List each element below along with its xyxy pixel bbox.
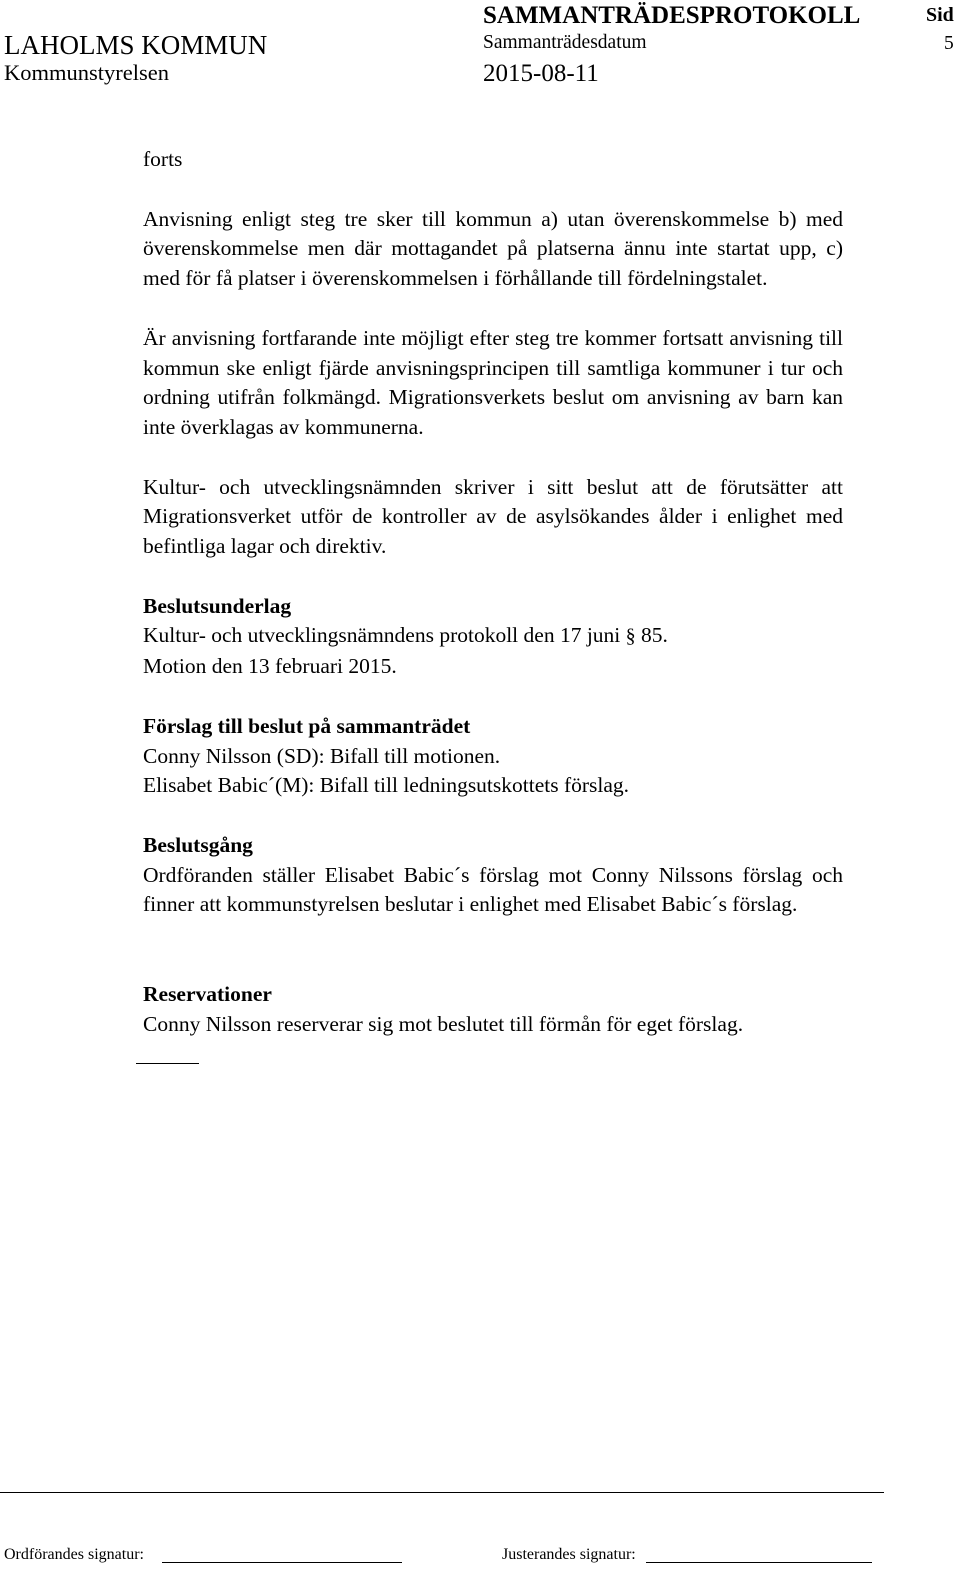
proposals-heading: Förslag till beslut på sammanträdet: [143, 713, 471, 738]
section-end-rule: [136, 1063, 199, 1064]
reservations-text: Conny Nilsson reserverar sig mot beslutet till förmån för eget förslag.: [143, 1011, 744, 1036]
committee-name: Kommunstyrelsen: [4, 60, 169, 85]
paragraph-allocation-step-four: Är anvisning fortfarande inte möjligt efter steg tre kommer fortsatt anvisning till kommun ske enligt fjärde anvisningsprincipen till samtliga kommuner i tur och ordning utifrån folkmängd. Migrationsverkets beslut om anvisning av barn kan inte överklagas av kommunerna.: [143, 325, 843, 439]
decision-basis-section-number: 85.: [641, 623, 668, 648]
decision-basis-heading: Beslutsunderlag: [143, 593, 292, 618]
proposal-item: Conny Nilsson (SD): Bifall till motionen.: [143, 743, 501, 768]
section-sign-icon: §: [625, 625, 636, 648]
decision-procedure-text: Ordföranden ställer Elisabet Babic´s förslag mot Conny Nilssons förslag och finner att kommunstyrelsen beslutar i enlighet med Elisabet Babic´s förslag.: [143, 862, 843, 917]
decision-basis-line-2: Motion den 13 februari 2015.: [143, 654, 397, 679]
footer-divider: [0, 1492, 884, 1493]
continued-marker: forts: [143, 147, 183, 171]
decision-procedure-heading: Beslutsgång: [143, 832, 253, 857]
page-number: 5: [944, 33, 954, 54]
meeting-date: 2015-08-11: [483, 60, 599, 87]
paragraph-culture-committee: Kultur- och utvecklingsnämnden skriver i sitt beslut att de förutsätter att Migrationsverket utför de kontroller av de asylsökandes ålder i enlighet med befintliga lagar och direktiv.: [143, 474, 843, 559]
page-label: Sid: [926, 4, 954, 26]
adjuster-signature-label: Justerandes signatur:: [502, 1546, 636, 1563]
decision-basis-line-1: [143, 621, 843, 652]
reservations-heading: Reservationer: [143, 982, 272, 1007]
protocol-title: SAMMANTRÄDESPROTOKOLL: [483, 2, 861, 29]
chair-signature-label: Ordförandes signatur:: [4, 1546, 144, 1563]
decision-basis-protocol: Kultur- och utvecklingsnämndens protokoll den 17 juni: [143, 623, 621, 648]
meeting-date-label: Sammanträdesdatum: [483, 32, 647, 53]
chair-signature-line: [162, 1562, 402, 1563]
proposal-item: Elisabet Babic´(M): Bifall till ledningsutskottets förslag.: [143, 773, 630, 798]
paragraph-allocation-step-three: Anvisning enligt steg tre sker till kommun a) utan överenskommelse b) med överenskommelse men där mottagandet på platserna ännu inte startat upp, c) med för få platser i överenskommelsen i förhållande till fördelningstalet.: [143, 206, 843, 291]
document-body: [143, 145, 843, 1064]
organization-name: LAHOLMS KOMMUN: [4, 30, 268, 60]
adjuster-signature-line: [646, 1562, 872, 1563]
